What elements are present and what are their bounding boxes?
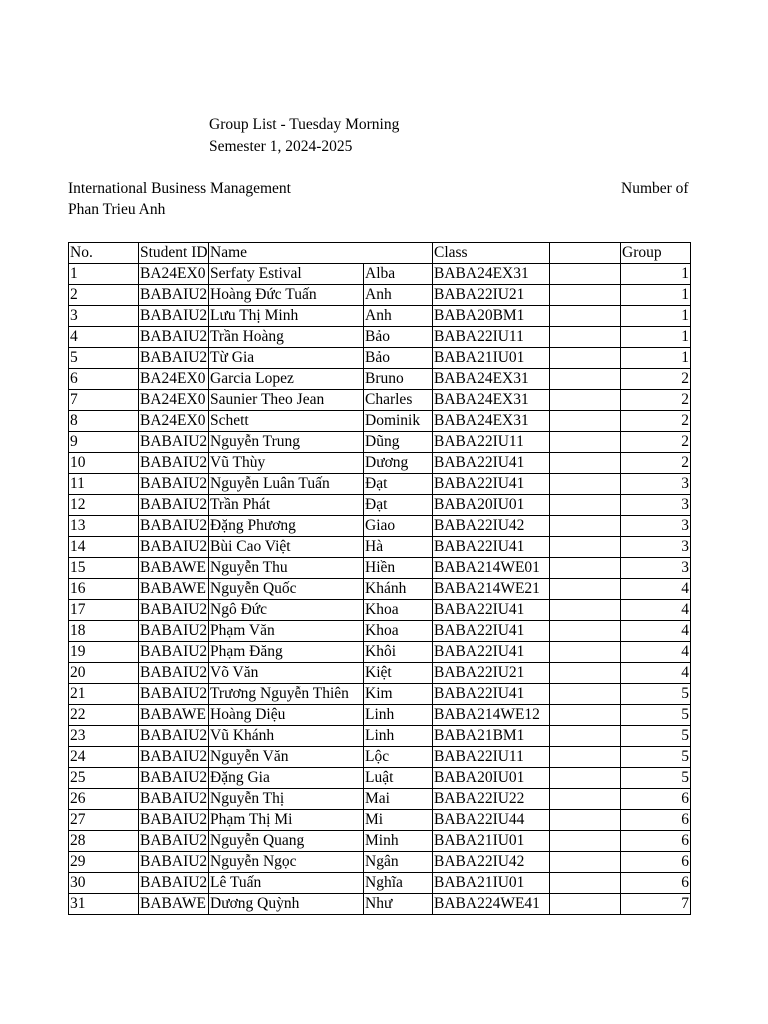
group-number: 6 <box>621 873 691 894</box>
row-number: 22 <box>69 705 139 726</box>
surname: Nguyễn Thu <box>209 558 364 579</box>
row-number: 2 <box>69 285 139 306</box>
given-name: Như <box>364 894 433 915</box>
blank-cell <box>550 306 621 327</box>
class-code: BABA22IU21 <box>433 285 550 306</box>
given-name: Anh <box>364 285 433 306</box>
group-number: 1 <box>621 327 691 348</box>
student-id: BABAIU2 <box>139 852 209 873</box>
given-name: Khôi <box>364 642 433 663</box>
group-number: 5 <box>621 768 691 789</box>
row-number: 29 <box>69 852 139 873</box>
class-code: BABA21IU01 <box>433 348 550 369</box>
group-number: 5 <box>621 684 691 705</box>
given-name: Dominik <box>364 411 433 432</box>
surname: Trần Hoàng <box>209 327 364 348</box>
given-name: Hà <box>364 537 433 558</box>
group-number: 2 <box>621 432 691 453</box>
class-code: BABA24EX31 <box>433 390 550 411</box>
student-id: BABAIU2 <box>139 306 209 327</box>
given-name: Khánh <box>364 579 433 600</box>
given-name: Khoa <box>364 600 433 621</box>
student-id: BABAIU2 <box>139 810 209 831</box>
group-number: 1 <box>621 264 691 285</box>
column-header-class: Class <box>433 243 550 264</box>
row-number: 15 <box>69 558 139 579</box>
row-number: 11 <box>69 474 139 495</box>
given-name: Đạt <box>364 495 433 516</box>
class-code: BABA21IU01 <box>433 873 550 894</box>
class-code: BABA20IU01 <box>433 768 550 789</box>
blank-cell <box>550 768 621 789</box>
table-row <box>69 705 691 726</box>
table-row <box>69 726 691 747</box>
surname: Vũ Khánh <box>209 726 364 747</box>
blank-cell <box>550 621 621 642</box>
class-code: BABA22IU41 <box>433 684 550 705</box>
blank-cell <box>550 684 621 705</box>
row-number: 1 <box>69 264 139 285</box>
student-id: BABAIU2 <box>139 474 209 495</box>
row-number: 24 <box>69 747 139 768</box>
group-number: 7 <box>621 894 691 915</box>
class-code: BABA21IU01 <box>433 831 550 852</box>
blank-cell <box>550 747 621 768</box>
row-number: 20 <box>69 663 139 684</box>
row-number: 23 <box>69 726 139 747</box>
group-number: 2 <box>621 453 691 474</box>
column-header-student-id: Student ID <box>139 243 209 264</box>
group-number: 5 <box>621 726 691 747</box>
row-number: 8 <box>69 411 139 432</box>
given-name: Hiền <box>364 558 433 579</box>
row-number: 17 <box>69 600 139 621</box>
group-number: 3 <box>621 537 691 558</box>
surname: Nguyễn Luân Tuấn <box>209 474 364 495</box>
blank-cell <box>550 831 621 852</box>
blank-cell <box>550 705 621 726</box>
table-row <box>69 810 691 831</box>
student-id: BABAIU2 <box>139 789 209 810</box>
table-row <box>69 474 691 495</box>
group-number: 3 <box>621 516 691 537</box>
surname: Nguyễn Thị <box>209 789 364 810</box>
student-id: BA24EX0 <box>139 411 209 432</box>
given-name: Kim <box>364 684 433 705</box>
blank-cell <box>550 579 621 600</box>
table-row <box>69 663 691 684</box>
class-code: BABA22IU41 <box>433 600 550 621</box>
given-name: Mi <box>364 810 433 831</box>
class-code: BABA22IU22 <box>433 789 550 810</box>
column-header-group: Group <box>621 243 691 264</box>
class-code: BABA22IU11 <box>433 327 550 348</box>
semester-label: Semester 1, 2024-2025 <box>209 138 353 155</box>
student-id: BABAIU2 <box>139 285 209 306</box>
row-number: 9 <box>69 432 139 453</box>
row-number: 26 <box>69 789 139 810</box>
class-code: BABA22IU41 <box>433 474 550 495</box>
surname: Trần Phát <box>209 495 364 516</box>
given-name: Dũng <box>364 432 433 453</box>
blank-cell <box>550 369 621 390</box>
table-row <box>69 894 691 915</box>
row-number: 31 <box>69 894 139 915</box>
table-row <box>69 306 691 327</box>
surname: Phạm Đăng <box>209 642 364 663</box>
student-id: BA24EX0 <box>139 264 209 285</box>
surname: Nguyễn Quang <box>209 831 364 852</box>
surname: Từ Gia <box>209 348 364 369</box>
table-row <box>69 789 691 810</box>
student-id: BABAIU2 <box>139 726 209 747</box>
given-name: Ngân <box>364 852 433 873</box>
student-id: BABAWE <box>139 579 209 600</box>
student-id: BABAIU2 <box>139 684 209 705</box>
table-header-row <box>69 243 691 264</box>
table-row <box>69 495 691 516</box>
class-code: BABA24EX31 <box>433 411 550 432</box>
table-row <box>69 432 691 453</box>
table-row <box>69 264 691 285</box>
table-row <box>69 831 691 852</box>
column-header-given-name <box>364 243 433 264</box>
group-number: 1 <box>621 348 691 369</box>
student-id: BABAIU2 <box>139 348 209 369</box>
blank-cell <box>550 453 621 474</box>
student-id: BABAWE <box>139 558 209 579</box>
course-name: International Business Management <box>68 180 291 197</box>
class-code: BABA20BM1 <box>433 306 550 327</box>
surname: Vũ Thùy <box>209 453 364 474</box>
group-number: 6 <box>621 852 691 873</box>
student-id: BABAIU2 <box>139 642 209 663</box>
row-number: 13 <box>69 516 139 537</box>
given-name: Đạt <box>364 474 433 495</box>
surname: Nguyễn Trung <box>209 432 364 453</box>
blank-cell <box>550 558 621 579</box>
row-number: 7 <box>69 390 139 411</box>
student-id: BA24EX0 <box>139 390 209 411</box>
student-id: BABAIU2 <box>139 768 209 789</box>
table-row <box>69 684 691 705</box>
student-id: BA24EX0 <box>139 369 209 390</box>
surname: Đặng Gia <box>209 768 364 789</box>
class-code: BABA24EX31 <box>433 369 550 390</box>
surname: Hoàng Đức Tuấn <box>209 285 364 306</box>
group-number: 3 <box>621 558 691 579</box>
surname: Lê Tuấn <box>209 873 364 894</box>
blank-cell <box>550 873 621 894</box>
class-code: BABA214WE01 <box>433 558 550 579</box>
student-id: BABAIU2 <box>139 327 209 348</box>
group-number: 4 <box>621 579 691 600</box>
given-name: Giao <box>364 516 433 537</box>
given-name: Dương <box>364 453 433 474</box>
surname: Hoàng Diệu <box>209 705 364 726</box>
class-code: BABA22IU41 <box>433 642 550 663</box>
column-header-blank <box>550 243 621 264</box>
group-number: 6 <box>621 810 691 831</box>
group-number: 4 <box>621 621 691 642</box>
row-number: 6 <box>69 369 139 390</box>
class-code: BABA22IU21 <box>433 663 550 684</box>
student-id: BABAIU2 <box>139 621 209 642</box>
row-number: 16 <box>69 579 139 600</box>
column-header-name: Name <box>209 243 364 264</box>
table-row <box>69 558 691 579</box>
group-number: 3 <box>621 495 691 516</box>
given-name: Luật <box>364 768 433 789</box>
table-row <box>69 642 691 663</box>
group-number: 6 <box>621 831 691 852</box>
surname: Nguyễn Quốc <box>209 579 364 600</box>
blank-cell <box>550 264 621 285</box>
surname: Nguyễn Văn <box>209 747 364 768</box>
row-number: 30 <box>69 873 139 894</box>
row-number: 4 <box>69 327 139 348</box>
row-number: 25 <box>69 768 139 789</box>
given-name: Lộc <box>364 747 433 768</box>
table-row <box>69 852 691 873</box>
row-number: 28 <box>69 831 139 852</box>
group-number: 6 <box>621 789 691 810</box>
class-code: BABA22IU11 <box>433 747 550 768</box>
row-number: 3 <box>69 306 139 327</box>
student-id: BABAIU2 <box>139 873 209 894</box>
given-name: Bruno <box>364 369 433 390</box>
blank-cell <box>550 516 621 537</box>
given-name: Alba <box>364 264 433 285</box>
surname: Phạm Thị Mi <box>209 810 364 831</box>
table-row <box>69 579 691 600</box>
blank-cell <box>550 474 621 495</box>
student-id: BABAWE <box>139 894 209 915</box>
class-code: BABA22IU42 <box>433 516 550 537</box>
row-number: 18 <box>69 621 139 642</box>
group-number: 5 <box>621 747 691 768</box>
blank-cell <box>550 537 621 558</box>
table-row <box>69 327 691 348</box>
given-name: Bảo <box>364 348 433 369</box>
surname: Bùi Cao Việt <box>209 537 364 558</box>
blank-cell <box>550 726 621 747</box>
class-code: BABA214WE21 <box>433 579 550 600</box>
blank-cell <box>550 327 621 348</box>
class-code: BABA22IU11 <box>433 432 550 453</box>
class-code: BABA20IU01 <box>433 495 550 516</box>
table-row <box>69 747 691 768</box>
given-name: Bảo <box>364 327 433 348</box>
class-code: BABA22IU41 <box>433 453 550 474</box>
student-id: BABAWE <box>139 705 209 726</box>
blank-cell <box>550 432 621 453</box>
table-row <box>69 516 691 537</box>
class-code: BABA24EX31 <box>433 264 550 285</box>
table-row <box>69 390 691 411</box>
student-id: BABAIU2 <box>139 747 209 768</box>
row-number: 21 <box>69 684 139 705</box>
given-name: Anh <box>364 306 433 327</box>
class-code: BABA22IU44 <box>433 810 550 831</box>
group-number: 4 <box>621 642 691 663</box>
table-row <box>69 411 691 432</box>
blank-cell <box>550 411 621 432</box>
group-number: 4 <box>621 600 691 621</box>
surname: Saunier Theo Jean <box>209 390 364 411</box>
given-name: Minh <box>364 831 433 852</box>
row-number: 19 <box>69 642 139 663</box>
blank-cell <box>550 663 621 684</box>
row-number: 27 <box>69 810 139 831</box>
table-row <box>69 369 691 390</box>
student-id: BABAIU2 <box>139 600 209 621</box>
row-number: 5 <box>69 348 139 369</box>
surname: Dương Quỳnh <box>209 894 364 915</box>
class-code: BABA21BM1 <box>433 726 550 747</box>
table-row <box>69 348 691 369</box>
group-list-table <box>68 242 691 915</box>
table-row <box>69 621 691 642</box>
surname: Garcia Lopez <box>209 369 364 390</box>
class-code: BABA22IU41 <box>433 537 550 558</box>
surname: Ngô Đức <box>209 600 364 621</box>
blank-cell <box>550 348 621 369</box>
surname: Phạm Văn <box>209 621 364 642</box>
column-header-no: No. <box>69 243 139 264</box>
surname: Nguyễn Ngọc <box>209 852 364 873</box>
group-number: 3 <box>621 474 691 495</box>
student-id: BABAIU2 <box>139 453 209 474</box>
given-name: Mai <box>364 789 433 810</box>
group-number: 2 <box>621 369 691 390</box>
surname: Schett <box>209 411 364 432</box>
surname: Võ Văn <box>209 663 364 684</box>
row-number: 14 <box>69 537 139 558</box>
blank-cell <box>550 789 621 810</box>
group-number: 5 <box>621 705 691 726</box>
group-number: 1 <box>621 306 691 327</box>
group-number: 1 <box>621 285 691 306</box>
given-name: Khoa <box>364 621 433 642</box>
student-id: BABAIU2 <box>139 831 209 852</box>
student-id: BABAIU2 <box>139 663 209 684</box>
blank-cell <box>550 852 621 873</box>
student-id: BABAIU2 <box>139 495 209 516</box>
blank-cell <box>550 285 621 306</box>
given-name: Charles <box>364 390 433 411</box>
table-row <box>69 768 691 789</box>
given-name: Linh <box>364 726 433 747</box>
surname: Đặng Phương <box>209 516 364 537</box>
given-name: Kiệt <box>364 663 433 684</box>
student-count-label: Number of <box>621 180 689 197</box>
blank-cell <box>550 390 621 411</box>
surname: Lưu Thị Minh <box>209 306 364 327</box>
table-row <box>69 453 691 474</box>
blank-cell <box>550 894 621 915</box>
class-code: BABA22IU42 <box>433 852 550 873</box>
lecturer-name: Phan Trieu Anh <box>68 201 166 218</box>
blank-cell <box>550 600 621 621</box>
blank-cell <box>550 810 621 831</box>
row-number: 10 <box>69 453 139 474</box>
blank-cell <box>550 642 621 663</box>
group-number: 4 <box>621 663 691 684</box>
table-row <box>69 600 691 621</box>
blank-cell <box>550 495 621 516</box>
group-number: 2 <box>621 411 691 432</box>
student-id: BABAIU2 <box>139 516 209 537</box>
document-title: Group List - Tuesday Morning <box>209 116 400 133</box>
given-name: Linh <box>364 705 433 726</box>
class-code: BABA22IU41 <box>433 621 550 642</box>
given-name: Nghĩa <box>364 873 433 894</box>
class-code: BABA224WE41 <box>433 894 550 915</box>
table-row <box>69 873 691 894</box>
group-number: 2 <box>621 390 691 411</box>
row-number: 12 <box>69 495 139 516</box>
table-row <box>69 285 691 306</box>
surname: Trương Nguyễn Thiên <box>209 684 364 705</box>
student-id: BABAIU2 <box>139 537 209 558</box>
table-row <box>69 537 691 558</box>
class-code: BABA214WE12 <box>433 705 550 726</box>
student-id: BABAIU2 <box>139 432 209 453</box>
surname: Serfaty Estival <box>209 264 364 285</box>
